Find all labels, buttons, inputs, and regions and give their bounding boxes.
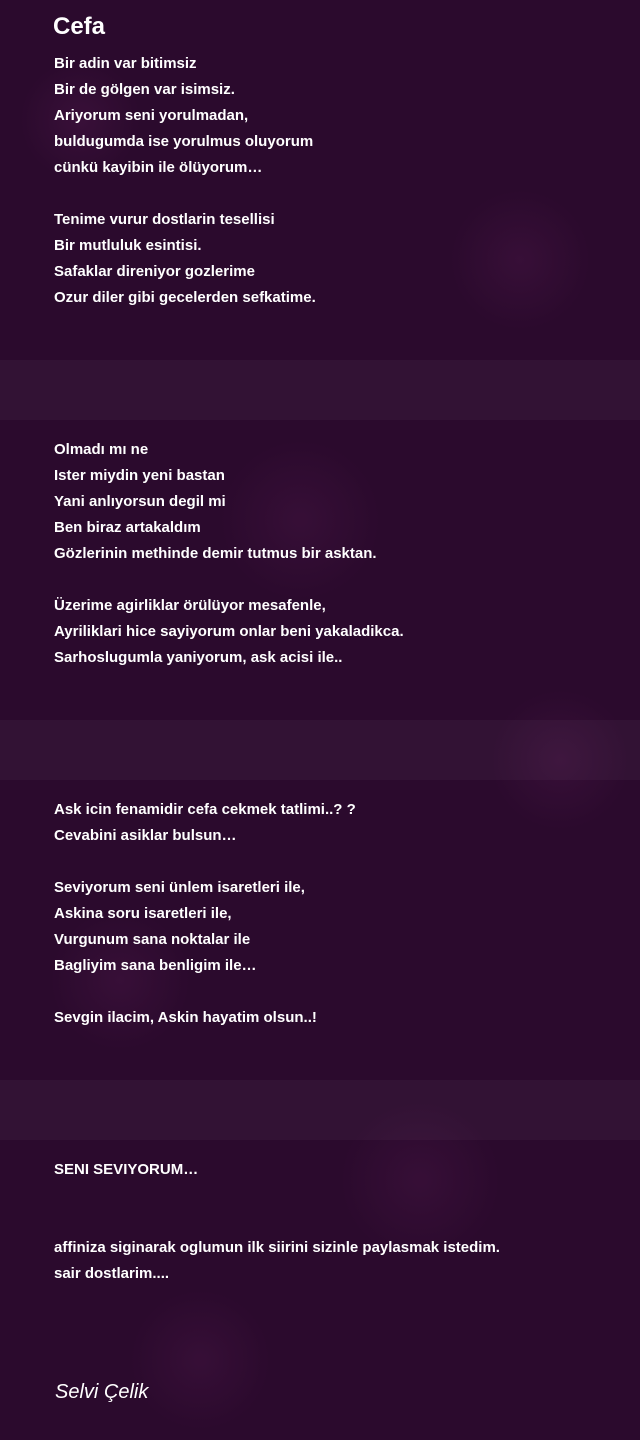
poem-line: sair dostlarim.... <box>54 1265 170 1282</box>
poem-line: Cevabini asiklar bulsun… <box>54 827 237 844</box>
stanza <box>54 1157 198 1183</box>
poem-line: affiniza siginarak oglumun ilk siirini sizinle paylasmak istedim. <box>54 1239 500 1256</box>
stanza <box>54 797 356 849</box>
poem-line: Gözlerinin methinde demir tutmus bir asktan. <box>54 545 377 562</box>
poem-line: Vurgunum sana noktalar ile <box>54 931 251 948</box>
stanza <box>54 437 377 567</box>
poem-line: Yani anlıyorsun degil mi <box>54 493 226 510</box>
stanza <box>54 1005 317 1031</box>
poem-line: Olmadı mı ne <box>54 441 149 458</box>
poem-line: Seviyorum seni ünlem isaretleri ile, <box>54 879 305 896</box>
poem-line: Ozur diler gibi gecelerden sefkatime. <box>54 289 316 306</box>
poem-line: SENI SEVIYORUM… <box>54 1161 199 1178</box>
poem-line: Bagliyim sana benligim ile… <box>54 957 257 974</box>
poem-line: Bir mutluluk esintisi. <box>54 237 202 254</box>
poem-line: Bir de gölgen var isimsiz. <box>54 81 235 98</box>
poem-line: Bir adin var bitimsiz <box>54 55 197 72</box>
poem-line: Safaklar direniyor gozlerime <box>54 263 255 280</box>
poem-line: buldugumda ise yorulmus oluyorum <box>54 133 314 150</box>
poem-line: Ask icin fenamidir cefa cekmek tatlimi..? ? <box>54 801 356 818</box>
stanza <box>54 875 305 979</box>
poem-line: Ben biraz artakaldım <box>54 519 201 536</box>
background-band <box>0 720 640 780</box>
poem-line: Ariyorum seni yorulmadan, <box>54 107 249 124</box>
background-band <box>0 360 640 420</box>
poem-author: Selvi Çelik <box>55 1381 149 1403</box>
poem-line: Tenime vurur dostlarin tesellisi <box>54 211 275 228</box>
stanza <box>54 593 404 671</box>
stanza <box>54 207 316 311</box>
stanza <box>54 1235 500 1287</box>
poem-line: cünkü kayibin ile ölüyorum… <box>54 159 263 176</box>
poem-line: Sevgin ilacim, Askin hayatim olsun..! <box>54 1009 317 1026</box>
poem-line: Askina soru isaretleri ile, <box>54 905 232 922</box>
background-band <box>0 1080 640 1140</box>
poem-line: Sarhoslugumla yaniyorum, ask acisi ile.. <box>54 649 343 666</box>
poem-title: Cefa <box>53 13 106 40</box>
poem-line: Ayriliklari hice sayiyorum onlar beni yakaladikca. <box>54 623 404 640</box>
poem-line: Üzerime agirliklar örülüyor mesafenle, <box>54 597 326 614</box>
poem-line: Ister miydin yeni bastan <box>54 467 225 484</box>
stanza <box>54 51 313 181</box>
